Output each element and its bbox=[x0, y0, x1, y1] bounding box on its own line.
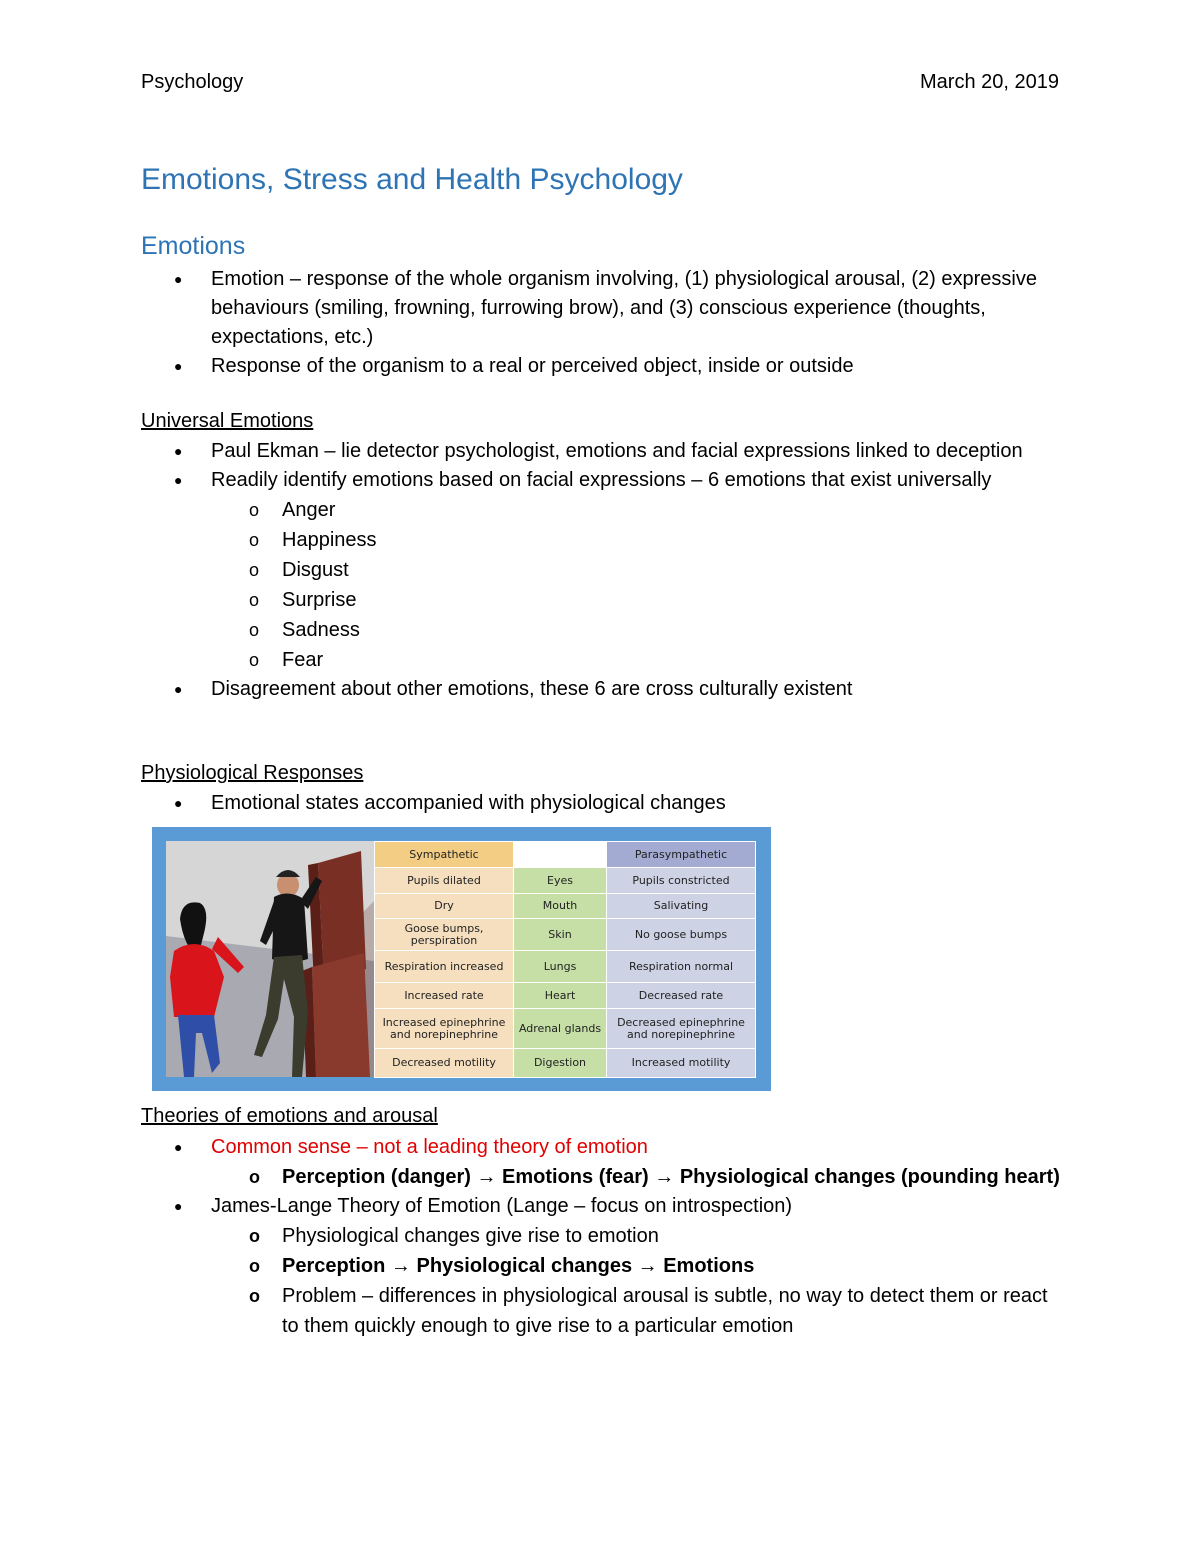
table-cell: Lungs bbox=[514, 951, 607, 983]
emotion-sublist bbox=[211, 495, 1061, 675]
sublist-item: o Happiness bbox=[211, 525, 1061, 555]
table-cell: Increased motility bbox=[607, 1049, 756, 1078]
table-cell: Increased epinephrine and norepinephrine bbox=[375, 1009, 514, 1049]
table-cell: Heart bbox=[514, 983, 607, 1009]
table-row bbox=[375, 919, 756, 951]
list-item-text: James-Lange Theory of Emotion (Lange – focus on introspection) bbox=[211, 1195, 793, 1217]
table-cell: No goose bumps bbox=[607, 919, 756, 951]
theories-list bbox=[141, 1133, 1061, 1341]
column-header-parasympathetic: Parasympathetic bbox=[607, 842, 756, 868]
sublist-item: o Perception → Physiological changes → Emotions bbox=[211, 1251, 1061, 1281]
list-item: ● Emotion – response of the whole organism involving, (1) physiological arousal, (2) expressive behaviours (smiling, frowning, furrowing brow), and (3) conscious experience (thoughts, expectations, etc.) bbox=[141, 265, 1061, 352]
table-row bbox=[375, 1049, 756, 1078]
list-item-text: Common sense – not a leading theory of emotion bbox=[211, 1136, 648, 1158]
table-cell: Decreased rate bbox=[607, 983, 756, 1009]
column-header-sympathetic: Sympathetic bbox=[375, 842, 514, 868]
physiological-list bbox=[141, 789, 1061, 818]
sublist-item: o Problem – differences in physiological arousal is subtle, no way to detect them or react to them quickly enough to give rise to a particular emotion bbox=[211, 1281, 1061, 1341]
sublist-item: o Surprise bbox=[211, 585, 1061, 615]
header-subject: Psychology bbox=[141, 71, 244, 93]
table-cell: Respiration normal bbox=[607, 951, 756, 983]
autonomic-comparison-table bbox=[374, 841, 756, 1078]
document-title: Emotions, Stress and Health Psychology bbox=[141, 163, 683, 196]
subheading-universal-emotions: Universal Emotions bbox=[141, 410, 314, 432]
sublist-item: o Physiological changes give rise to emotion bbox=[211, 1221, 1061, 1251]
list-item bbox=[141, 466, 1061, 675]
sublist-item: o Disgust bbox=[211, 555, 1061, 585]
table-cell: Adrenal glands bbox=[514, 1009, 607, 1049]
subheading-theories: Theories of emotions and arousal bbox=[141, 1105, 438, 1127]
table-header-row bbox=[375, 842, 756, 868]
table-row bbox=[375, 868, 756, 894]
table-cell: Eyes bbox=[514, 868, 607, 894]
table-cell: Digestion bbox=[514, 1049, 607, 1078]
table-cell: Goose bumps, perspiration bbox=[375, 919, 514, 951]
frightened-person-illustration bbox=[166, 841, 374, 1077]
table-row bbox=[375, 983, 756, 1009]
table-cell: Dry bbox=[375, 894, 514, 919]
list-item: ● Paul Ekman – lie detector psychologist, emotions and facial expressions linked to deception bbox=[141, 437, 1061, 466]
table-row bbox=[375, 951, 756, 983]
header-date: March 20, 2019 bbox=[920, 71, 1059, 93]
sublist-item: o Perception (danger) → Emotions (fear) → Physiological changes (pounding heart) bbox=[211, 1162, 1061, 1192]
table-cell: Decreased motility bbox=[375, 1049, 514, 1078]
physiological-changes-figure bbox=[152, 827, 771, 1091]
table-cell: Increased rate bbox=[375, 983, 514, 1009]
scene-illustration bbox=[166, 841, 374, 1077]
section-heading-emotions: Emotions bbox=[141, 232, 246, 260]
list-item: ● Emotional states accompanied with physiological changes bbox=[141, 789, 1061, 818]
table-cell: Mouth bbox=[514, 894, 607, 919]
table-cell: Skin bbox=[514, 919, 607, 951]
list-item bbox=[141, 1192, 1061, 1341]
emotions-list bbox=[141, 265, 1061, 381]
table-cell: Decreased epinephrine and norepinephrine bbox=[607, 1009, 756, 1049]
james-lange-sublist bbox=[211, 1221, 1061, 1341]
sublist-item: o Anger bbox=[211, 495, 1061, 525]
common-sense-sublist bbox=[211, 1162, 1061, 1192]
subheading-physiological-responses: Physiological Responses bbox=[141, 762, 364, 784]
list-item bbox=[141, 1133, 1061, 1192]
table-cell: Salivating bbox=[607, 894, 756, 919]
table-row bbox=[375, 894, 756, 919]
table-cell: Pupils constricted bbox=[607, 868, 756, 894]
table-cell: Respiration increased bbox=[375, 951, 514, 983]
sublist-item: o Sadness bbox=[211, 615, 1061, 645]
list-item: ● Disagreement about other emotions, these 6 are cross culturally existent bbox=[141, 675, 1061, 704]
table-cell: Pupils dilated bbox=[375, 868, 514, 894]
sublist-item: o Fear bbox=[211, 645, 1061, 675]
universal-emotions-list bbox=[141, 437, 1061, 704]
list-item-text: Readily identify emotions based on facial expressions – 6 emotions that exist universally bbox=[211, 469, 992, 491]
column-header-organ bbox=[514, 842, 607, 868]
list-item: ● Response of the organism to a real or perceived object, inside or outside bbox=[141, 352, 1061, 381]
table-row bbox=[375, 1009, 756, 1049]
